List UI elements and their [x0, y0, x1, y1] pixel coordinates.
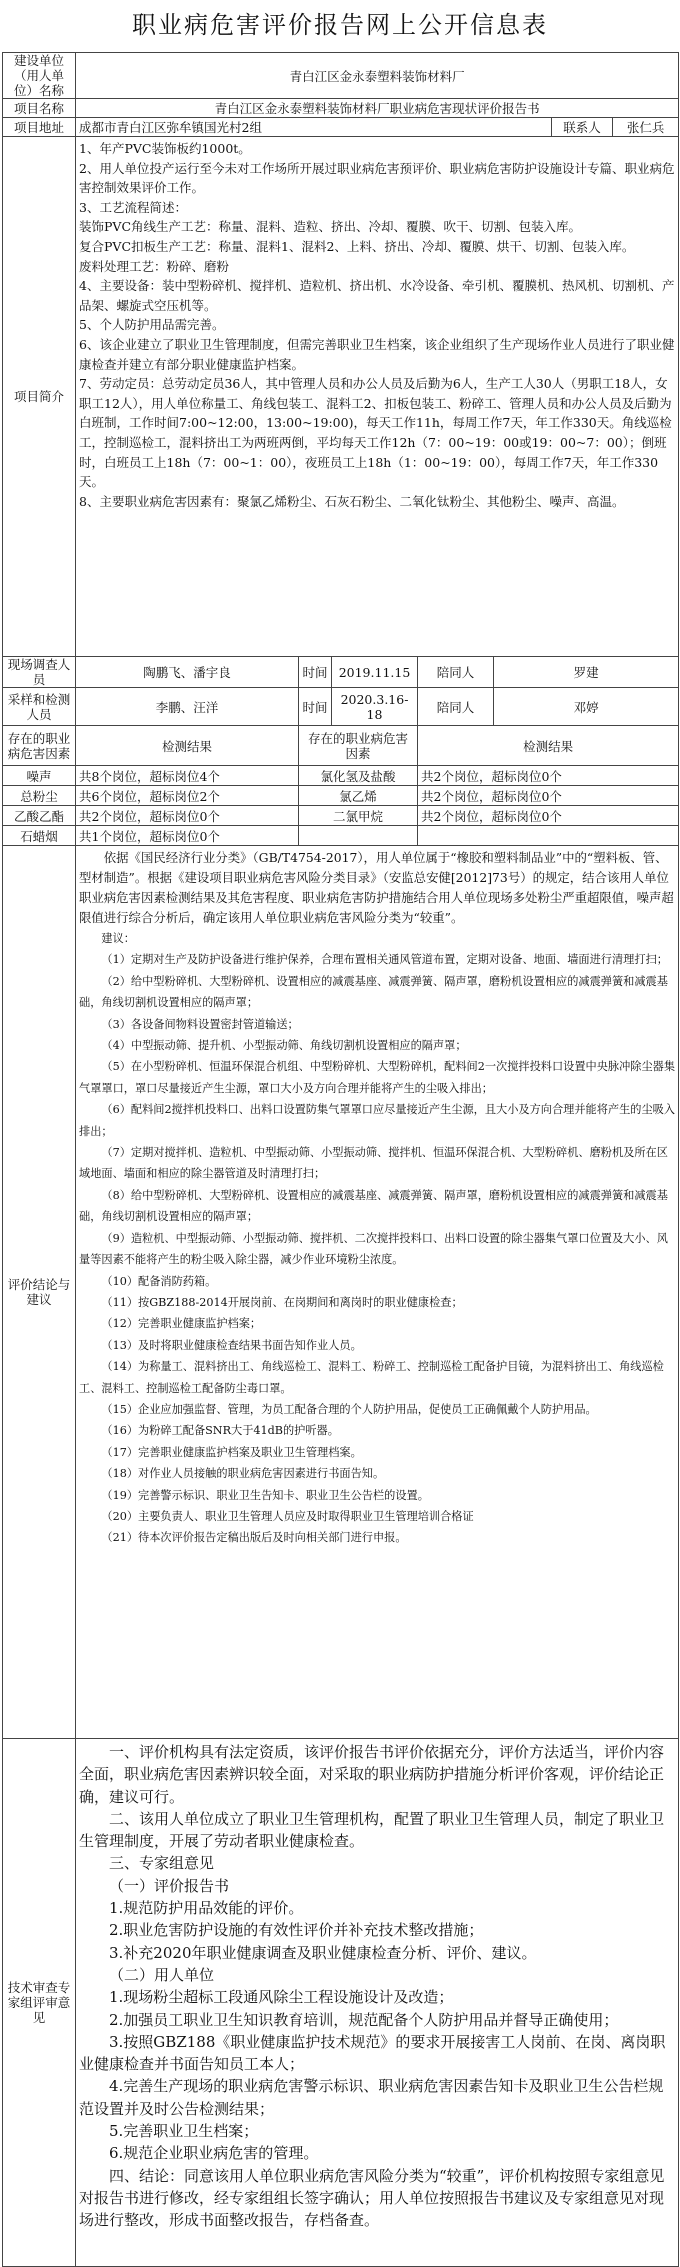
hazard-row [3, 766, 679, 786]
review-line: 2.职业危害防护设施的有效性评价并补充技术整改措施； [109, 1921, 484, 1940]
sampling-escort: 邓婷 [494, 688, 679, 726]
review-line: 5.完善职业卫生档案； [109, 2122, 259, 2141]
address-label: 项目地址 [3, 118, 76, 137]
review-line: 2.加强员工职业卫生知识教育培训，规范配备个人防护用品并督导正确使用； [109, 2010, 619, 2029]
suggest-item: （16）为粉碎工配备SNR大于41dB的护听器。 [101, 1424, 339, 1438]
hazard-result: 共8个岗位，超标岗位4个 [76, 766, 299, 786]
intro-line: 1、年产PVC装饰板约1000t。 [79, 141, 251, 156]
review-line: 三、专家组意见 [109, 1854, 215, 1873]
suggest-item: （15）企业应加强监督、管理，为员工配备合理的个人防护用品，促使员工正确佩戴个人防护用品。 [101, 1402, 597, 1416]
intro-label: 项目简介 [3, 137, 76, 657]
sampling-escort-label: 陪同人 [418, 688, 494, 726]
tech-review-label: 技术审查专家组评审意见 [3, 1739, 76, 2267]
hazard-row [3, 786, 679, 806]
project-name: 青白江区金永泰塑料装饰材料厂职业病危害现状评价报告书 [76, 99, 679, 118]
contact-label: 联系人 [552, 118, 613, 137]
survey-escort-label: 陪同人 [418, 657, 494, 688]
sampling-staff: 李鹏、汪洋 [76, 688, 299, 726]
hazard-factor: 氯乙烯 [299, 786, 418, 806]
survey-time-label: 时间 [299, 657, 332, 688]
hazard-factor: 石蜡烟 [3, 826, 76, 846]
intro-content [76, 137, 679, 657]
hazard-result: 共6个岗位，超标岗位2个 [76, 786, 299, 806]
eval-label: 评价结论与建议 [3, 846, 76, 1739]
page-title: 职业病危害评价报告网上公开信息表 [132, 11, 548, 39]
intro-line: 复合PVC扣板生产工艺：称量、混料1、混料2、上料、挤出、冷却、覆膜、烘干、切割、包装入库。 [79, 238, 635, 254]
hazard-factor [299, 826, 418, 846]
info-table [2, 52, 679, 2267]
review-line: 1.规范防护用品效能的评价。 [109, 1899, 304, 1918]
intro-line: 废料处理工艺：粉碎、磨粉 [79, 258, 230, 274]
address-value: 成都市青白江区弥牟镇国光村2组 [76, 118, 552, 137]
suggest-item: （13）及时将职业健康检查结果书面告知作业人员。 [101, 1338, 362, 1352]
survey-escort: 罗建 [494, 657, 679, 688]
test-result-header: 检测结果 [76, 726, 299, 766]
suggest-item: （21）待本次评价报告定稿出版后及时向相关部门进行申报。 [101, 1531, 407, 1545]
intro-line: 4、主要设备：装中型粉碎机、搅拌机、造粒机、挤出机、水冷设备、牵引机、覆膜机、热风机、切割机、产品架、螺旋式空压机等。 [79, 278, 675, 313]
hazard-factor: 总粉尘 [3, 786, 76, 806]
suggest-item: （17）完善职业健康监护档案及职业卫生管理档案。 [101, 1445, 362, 1459]
suggest-item: （4）中型振动筛、提升机、小型振动筛、角线切割机设置相应的隔声罩； [101, 1039, 467, 1053]
sampling-staff-label: 采样和检测人员 [3, 688, 76, 726]
suggest-item: （11）按GBZ188-2014开展岗前、在岗期间和离岗时的职业健康检查； [101, 1295, 463, 1309]
suggest-item: （18）对作业人员接触的职业病危害因素进行书面告知。 [101, 1467, 385, 1481]
hazard-row [3, 806, 679, 826]
hazard-result: 共2个岗位，超标岗位0个 [418, 786, 679, 806]
hazard-result [418, 826, 679, 846]
suggest-item: （8）给中型粉碎机、大型粉碎机、设置相应的减震基座、减震弹簧、隔声罩，磨粉机设置相应的减震弹簧和减震基础，角线切割机设置相应的隔声罩； [79, 1188, 668, 1224]
review-line: （一）评价报告书 [109, 1876, 230, 1895]
review-line: 3.按照GBZ188《职业健康监护技术规范》的要求开展接害工人岗前、在岗、离岗职业健康检查并书面告知员工本人； [79, 2032, 666, 2074]
hazard-result: 共2个岗位，超标岗位0个 [76, 806, 299, 826]
suggest-item: （1）定期对生产及防护设备进行维护保养，合理布置相关通风管道布置，定期对设备、地面、墙面进行清理打扫； [101, 953, 668, 967]
intro-line: 8、主要职业病危害因素有：聚氯乙烯粉尘、石灰石粉尘、二氧化钛粉尘、其他粉尘、噪声、高温。 [79, 493, 625, 509]
review-line: 四、结论：同意该用人单位职业病危害风险分类为“较重”，评价机构按照专家组意见对报告书进行修改，经专家组组长签字确认；用人单位按照报告书建议及专家组意见对现场进行整改，形成书面整改报告，存档备查。 [79, 2166, 665, 2230]
hazard-factor: 二氯甲烷 [299, 806, 418, 826]
hazard-factor: 乙酸乙酯 [3, 806, 76, 826]
hazard-row [3, 826, 679, 846]
unit-label: 建设单位（用人单位）名称 [3, 53, 76, 99]
hazard-factor-header: 存在的职业病危害因素 [3, 726, 76, 766]
unit-name: 青白江区金永泰塑料装饰材料厂 [76, 53, 679, 99]
intro-line: 7、劳动定员：总劳动定员36人，其中管理人员和办公人员及后勤为6人，生产工人30人（男职工18人，女职工12人），用人单位称量工、角线包装工、混料工2、扣板包装工、粉碎工、管理人员和办公人员及后勤为白班制，工作时间7:00~12:00，13:00~19:00)，每天工作11h，每周工作7天，年工作330天。角线巡检工，控制巡检工，混料挤出工为两班两倒，平均每天工作12h（7：00~19：00或19：00~7：00）；倒班时，白班员工上18h（7：00~1：00），夜班员工上18h（1：00~19：00），每周工作7天，年工作330天。 [79, 376, 672, 490]
eval-content [76, 846, 679, 1739]
hazard-result: 共1个岗位，超标岗位0个 [76, 826, 299, 846]
intro-line: 3、工艺流程简述： [79, 199, 187, 215]
suggest-title: 建议： [101, 932, 135, 945]
review-line: 3.补充2020年职业健康调查及职业健康检查分析、评价、建议。 [109, 1943, 537, 1962]
suggest-item: （19）完善警示标识、职业卫生告知卡、职业卫生公告栏的设置。 [101, 1488, 429, 1502]
suggest-item: （14）为称量工、混料挤出工、角线巡检工、混料工、粉碎工、控制巡检工配备护目镜，为混料挤出工、角线巡检工、混料工、控制巡检工配备防尘毒口罩。 [79, 1360, 664, 1395]
intro-line: 6、该企业建立了职业卫生管理制度，但需完善职业卫生档案，该企业组织了生产现场作业人员进行了职业健康检查并建立有部分职业健康监护档案。 [79, 336, 675, 372]
survey-time: 2019.11.15 [332, 657, 418, 688]
review-line: 二、该用人单位成立了职业卫生管理机构，配置了职业卫生管理人员，制定了职业卫生管理制度，开展了劳动者职业健康检查。 [79, 1809, 665, 1851]
review-line: 6.规范企业职业病危害的管理。 [109, 2144, 319, 2163]
suggest-item: （20）主要负责人、职业卫生管理人员应及时取得职业卫生管理培训合格证 [101, 1509, 474, 1523]
survey-staff: 陶鹏飞、潘宇良 [76, 657, 299, 688]
suggest-item: （10）配备消防药箱。 [101, 1274, 217, 1288]
sampling-time-label: 时间 [299, 688, 332, 726]
sampling-time: 2020.3.16-18 [332, 688, 418, 726]
review-line: 4.完善生产现场的职业病危害警示标识、职业病危害因素告知卡及职业卫生公告栏规范设置并及时公告检测结果； [79, 2077, 664, 2118]
hazard-factor: 氯化氢及盐酸 [299, 766, 418, 786]
intro-line: 装饰PVC角线生产工艺：称量、混料、造粒、挤出、冷却、覆膜、吹干、切割、包装入库。 [79, 219, 582, 235]
intro-line: 5、个人防护用品需完善。 [79, 317, 225, 333]
hazard-factor: 噪声 [3, 766, 76, 786]
suggest-item: （5）在小型粉碎机、恒温环保混合机组、中型粉碎机、大型粉碎机，配料间2一次搅拌投料口设置中央脉冲除尘器集气罩罩口，罩口尽量接近产生尘源，罩口大小及方向合理并能将产生的尘吸入排出； [79, 1060, 676, 1095]
contact-name: 张仁兵 [613, 118, 679, 137]
hazard-result: 共2个岗位，超标岗位0个 [418, 806, 679, 826]
suggest-item: （9）造粒机、中型振动筛、小型振动筛、搅拌机、二次搅拌投料口、出料口设置的除尘器集气罩口位置及大小、风量等因素不能将产生的粉尘吸入除尘器，减少作业环境粉尘浓度。 [79, 1231, 668, 1267]
review-line: 1.现场粉尘超标工段通风除尘工程设施设计及改造； [109, 1988, 454, 2007]
tech-review-content [76, 1739, 679, 2267]
suggest-item: （6）配料间2搅拌机投料口、出料口设置防集气罩罩口应尽量接近产生尘源，且大小及方向合理并能将产生的尘吸入排出； [79, 1103, 676, 1138]
hazard-result: 共2个岗位，超标岗位0个 [418, 766, 679, 786]
review-line: 一、评价机构具有法定资质，该评价报告书评价依据充分，评价方法适当，评价内容全面，职业病危害因素辨识较全面，对采取的职业病防护措施分析评价客观，评价结论正确，建议可行。 [79, 1743, 665, 1806]
test-result-header-2: 检测结果 [418, 726, 679, 766]
intro-line: 2、用人单位投产运行至今未对工作场所开展过职业病危害预评价、职业病危害防护设施设计专篇、职业病危害控制效果评价工作。 [79, 160, 675, 196]
survey-staff-label: 现场调查人员 [3, 657, 76, 688]
hazard-factor-header-2: 存在的职业病危害因素 [299, 726, 418, 766]
project-label: 项目名称 [3, 99, 76, 118]
suggest-item: （12）完善职业健康监护档案； [101, 1317, 262, 1331]
suggest-item: （7）定期对搅拌机、造粒机、中型振动筛、小型振动筛、搅拌机、恒温环保混合机、大型粉碎机、磨粉机及所在区域地面、墙面和相应的除尘器管道及时清理打扫； [79, 1146, 668, 1181]
suggest-item: （2）给中型粉碎机、大型粉碎机、设置相应的减震基座、减震弹簧、隔声罩，磨粉机设置相应的减震弹簧和减震基础，角线切割机设置相应的隔声罩； [79, 974, 668, 1010]
eval-lead: 依据《国民经济行业分类》（GB/T4754-2017），用人单位属于“橡胶和塑料制品业”中的“塑料板、管、型材制造”。根据《建设项目职业病危害风险分类目录》（安监总安健[2012]73号）的规定，结合该用人单位职业病危害因素检测结果及其危害程度、职业病危害防护措施结合用人单位现场多处粉尘严重超限值，噪声超限值进行综合分析后，确定该用人单位职业病危害风险分类为“较重”。 [79, 850, 674, 925]
suggest-item: （3）各设备间物料设置密封管道输送； [101, 1017, 299, 1031]
review-line: （二）用人单位 [109, 1965, 215, 1984]
